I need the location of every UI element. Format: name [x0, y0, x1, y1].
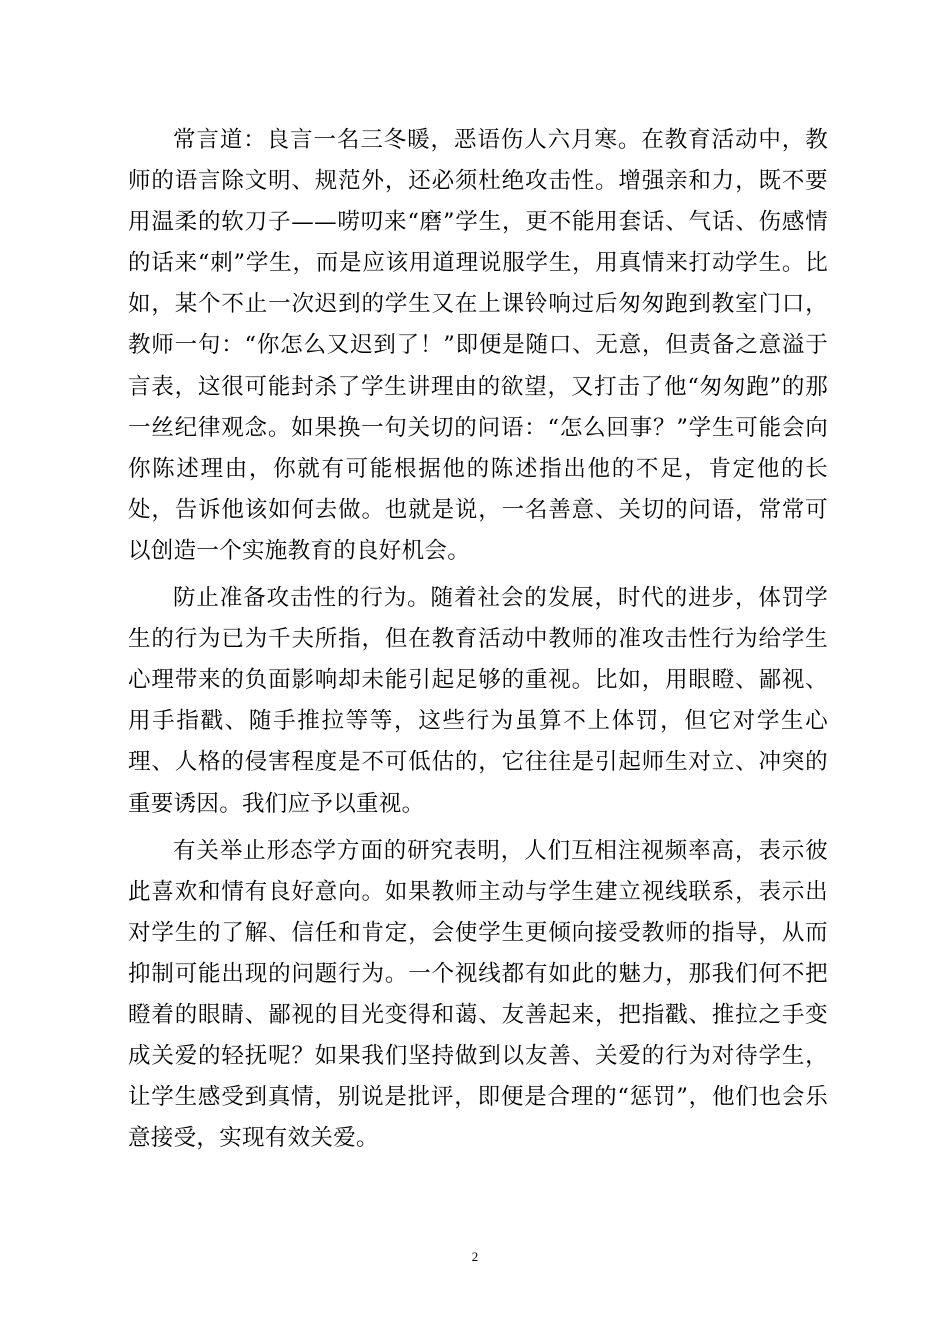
page-number: 2 [471, 1249, 479, 1264]
paragraph-1: 常言道：良言一名三冬暖，恶语伤人六月寒。在教育活动中，教师的语言除文明、规范外，还必须杜绝攻击性。增强亲和力，既不要用温柔的软刀子——唠叨来“磨”学生，更不能用套话、气话、伤感情的话来“刺”学生，而是应该用道理说服学生，用真情来打动学生。比如，某个不止一次迟到的学生又在上课铃响过后匆匆跑到教室门口，教师一句：“你怎么又迟到了！”即便是随口、无意，但责备之意溢于言表，这很可能封杀了学生讲理由的欲望，又打击了他“匆匆跑”的那一丝纪律观念。如果换一句关切的问语：“怎么回事？”学生可能会向你陈述理由，你就有可能根据他的陈述指出他的不足，肯定他的长处，告诉他该如何去做。也就是说，一名善意、关切的问语，常常可以创造一个实施教育的良好机会。 [128, 127, 828, 564]
body-text [128, 120, 828, 1165]
paragraph-2: 防止准备攻击性的行为。随着社会的发展，时代的进步，体罚学生的行为已为千夫所指，但在教育活动中教师的准攻击性行为给学生心理带来的负面影响却未能引起足够的重视。比如，用眼瞪、鄙视、用手指戳、随手推拉等等，这些行为虽算不上体罚，但它对学生心理、人格的侵害程度是不可低估的，它往往是引起师生对立、冲突的重要诱因。我们应予以重视。 [128, 585, 828, 817]
paragraph-3: 有关举止形态学方面的研究表明，人们互相注视频率高，表示彼此喜欢和情有良好意向。如果教师主动与学生建立视线联系，表示出对学生的了解、信任和肯定，会使学生更倾向接受教师的指导，从而抑制可能出现的问题行为。一个视线都有如此的魅力，那我们何不把瞪着的眼睛、鄙视的目光变得和蔼、友善起来，把指戳、推拉之手变成关爱的轻抚呢？如果我们坚持做到以友善、关爱的行为对待学生，让学生感受到真情，别说是批评，即便是合理的“惩罚”，他们也会乐意接受，实现有效关爱。 [128, 837, 828, 1152]
